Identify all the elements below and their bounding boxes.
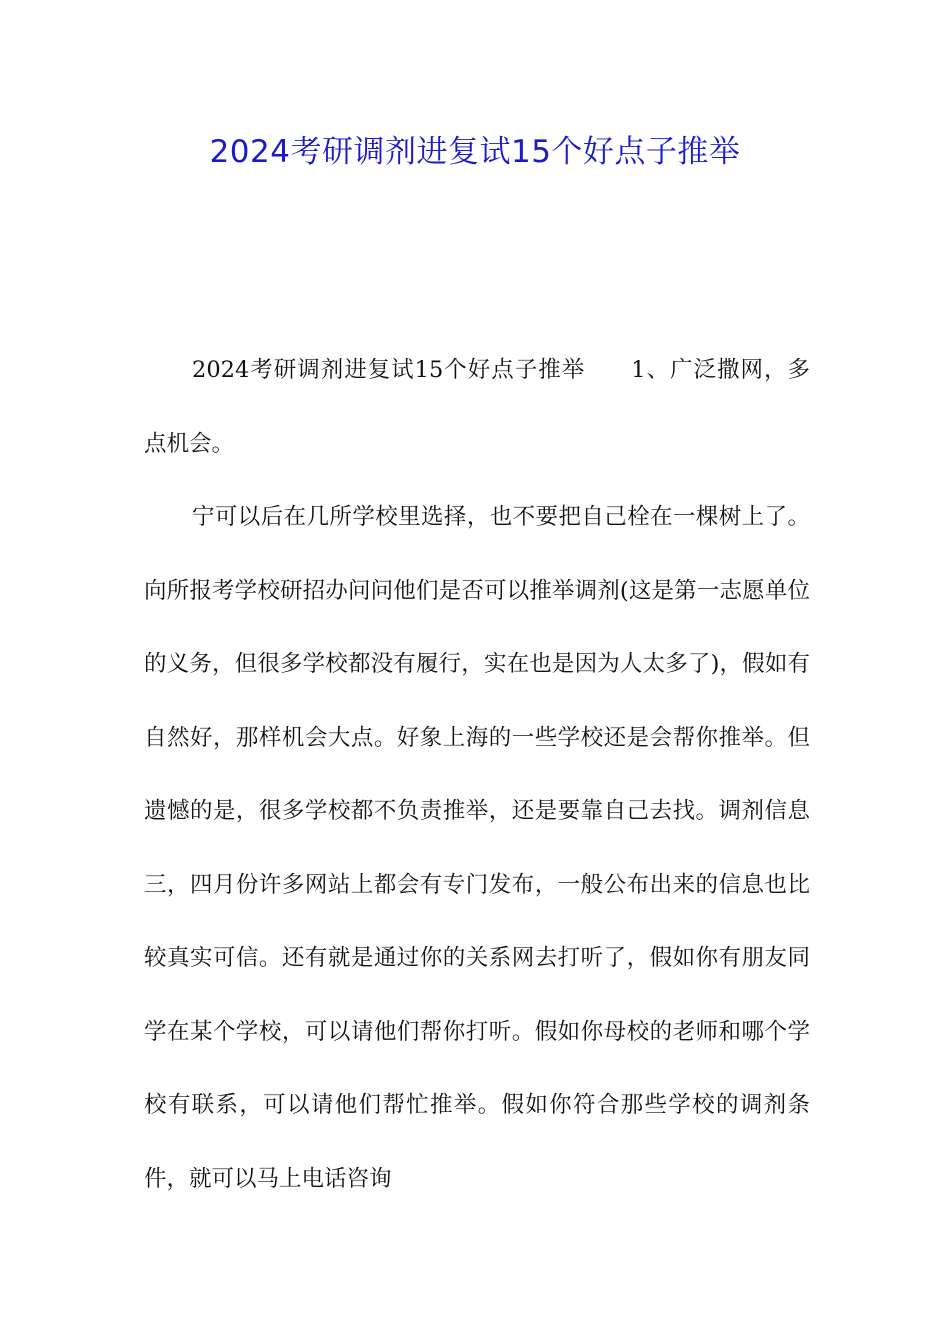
paragraph-1 bbox=[144, 334, 810, 481]
paragraph-2-text: 宁可以后在几所学校里选择，也不要把自己栓在一棵树上了。向所报考学校研招办问问他们是否可以推举调剂(这是第一志愿单位的义务，但很多学校都没有履行，实在也是因为人太多了)，假如有自然好，那样机会大点。好象上海的一些学校还是会帮你推举。但遗憾的是，很多学校都不负责推举，还是要靠自己去找。调剂信息三，四月份许多网站上都会有专门发布，一般公布出来的信息也比较真实可信。还有就是通过你的关系网去打听了，假如你有朋友同学在某个学校，可以请他们帮你打听。假如你母校的老师和哪个学校有联系，可以请他们帮忙推举。假如你符合那些学校的调剂条件，就可以马上电话咨询 bbox=[144, 504, 810, 1192]
document-title: 2024考研调剂进复试15个好点子推举 bbox=[209, 134, 741, 170]
document-body bbox=[144, 334, 810, 1216]
paragraph-1-lead: 2024考研调剂进复试15个好点子推举 bbox=[192, 357, 586, 383]
paragraph-1-text: 1、广泛撒网，多点机会。 bbox=[144, 357, 810, 457]
paragraph-2 bbox=[144, 481, 810, 1216]
